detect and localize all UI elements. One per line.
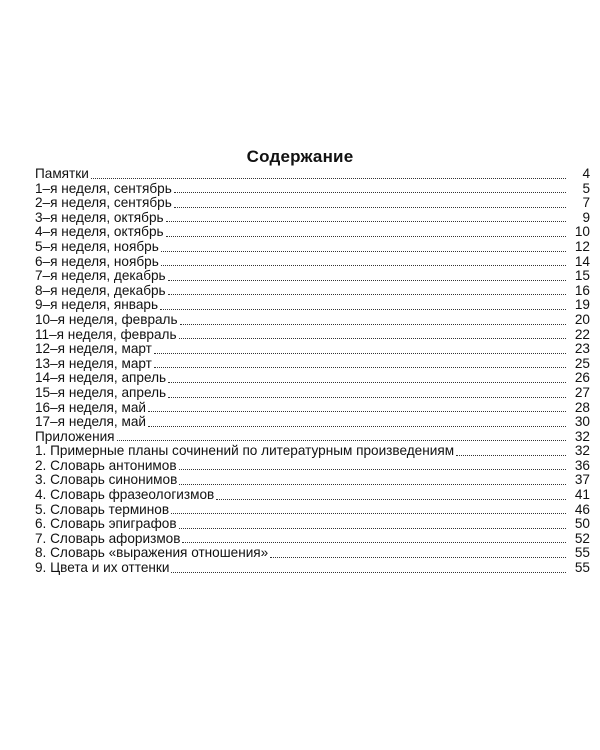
toc-dot-leader xyxy=(166,236,566,237)
toc-dot-leader xyxy=(270,557,566,558)
toc-entry xyxy=(35,430,590,445)
toc-entry-label: 7–я неделя, декабрь xyxy=(35,268,166,284)
toc-entry xyxy=(35,225,590,240)
toc-entry-label: 9–я неделя, январь xyxy=(35,297,159,313)
toc-entry-page-number: 50 xyxy=(574,516,590,532)
toc-entry-label: 7. Словарь афоризмов xyxy=(35,530,181,546)
toc-dot-leader xyxy=(148,411,566,412)
toc-entry-page-number: 20 xyxy=(574,311,590,327)
toc-entry-page-number: 4 xyxy=(582,166,590,181)
toc-title: Содержание xyxy=(246,147,354,166)
toc-entry-label: 8–я неделя, декабрь xyxy=(35,282,166,298)
toc-entry-page-number: 23 xyxy=(574,341,590,357)
toc-entry xyxy=(35,546,590,561)
toc-entry-label: 2. Словарь антонимов xyxy=(35,457,177,473)
toc-entry xyxy=(35,488,590,503)
toc-entry-label: 11–я неделя, февраль xyxy=(35,326,177,342)
toc-entry-page-number: 10 xyxy=(574,224,590,240)
toc-entry-label: 1. Примерные планы сочинений по литературным произведениям xyxy=(35,443,455,459)
toc-entry-page-number: 7 xyxy=(582,195,590,211)
toc-dot-leader xyxy=(179,528,566,529)
toc-dot-leader xyxy=(179,484,566,485)
toc-entry-page-number: 9 xyxy=(582,209,590,225)
toc-entry-label: 17–я неделя, май xyxy=(35,414,146,430)
toc-entry-page-number: 52 xyxy=(574,530,590,546)
toc-dot-leader xyxy=(160,309,566,310)
toc-entry xyxy=(35,240,590,255)
toc-entry-page-number: 26 xyxy=(574,370,590,386)
toc-entry-label: 2–я неделя, сентябрь xyxy=(35,195,172,211)
toc-entry-label: 4–я неделя, октябрь xyxy=(35,224,164,240)
toc-entry xyxy=(35,459,590,474)
toc-entry-page-number: 55 xyxy=(574,545,590,561)
toc-dot-leader xyxy=(168,397,566,398)
toc-entry xyxy=(35,357,590,372)
toc-entry-label: 1–я неделя, сентябрь xyxy=(35,180,172,196)
toc-dot-leader xyxy=(91,178,566,179)
toc-entry-label: 5–я неделя, ноябрь xyxy=(35,238,159,254)
toc-entry-label: 6. Словарь эпиграфов xyxy=(35,516,177,532)
toc-dot-leader xyxy=(148,426,566,427)
toc-entry-label: 4. Словарь фразеологизмов xyxy=(35,487,215,503)
toc-dot-leader xyxy=(166,221,566,222)
toc-dot-leader xyxy=(168,294,566,295)
toc-dot-leader xyxy=(154,353,566,354)
toc-entry xyxy=(35,444,590,459)
toc-entry-page-number: 32 xyxy=(574,428,590,444)
toc-entry-label: 3–я неделя, октябрь xyxy=(35,209,164,225)
toc-entry-page-number: 25 xyxy=(574,355,590,371)
toc-entry-label: 16–я неделя, май xyxy=(35,399,146,415)
toc-entry xyxy=(35,167,590,182)
toc-dot-leader xyxy=(182,542,566,543)
toc-dot-leader xyxy=(171,513,566,514)
toc-entry xyxy=(35,532,590,547)
toc-entry xyxy=(35,386,590,401)
toc-entry xyxy=(35,284,590,299)
toc-entry xyxy=(35,401,590,416)
toc-dot-leader xyxy=(168,382,566,383)
toc-entry-page-number: 5 xyxy=(582,180,590,196)
toc-dot-leader xyxy=(171,572,566,573)
toc-dot-leader xyxy=(174,192,566,193)
toc-entry xyxy=(35,371,590,386)
table-of-contents xyxy=(35,167,590,576)
toc-entry xyxy=(35,196,590,211)
toc-entry xyxy=(35,298,590,313)
toc-entry-page-number: 15 xyxy=(574,268,590,284)
toc-entry xyxy=(35,182,590,197)
toc-entry-page-number: 12 xyxy=(574,238,590,254)
toc-entry xyxy=(35,313,590,328)
toc-entry xyxy=(35,503,590,518)
toc-entry-label: 9. Цвета и их оттенки xyxy=(35,560,170,576)
toc-dot-leader xyxy=(216,499,566,500)
toc-entry-page-number: 46 xyxy=(574,501,590,517)
toc-dot-leader xyxy=(161,265,566,266)
toc-dot-leader xyxy=(180,324,566,325)
toc-entry-page-number: 16 xyxy=(574,282,590,298)
toc-entry-label: 13–я неделя, март xyxy=(35,355,152,371)
toc-dot-leader xyxy=(168,280,566,281)
toc-entry-label: 8. Словарь «выражения отношения» xyxy=(35,545,269,561)
toc-entry-page-number: 28 xyxy=(574,399,590,415)
toc-entry xyxy=(35,269,590,284)
toc-entry xyxy=(35,473,590,488)
toc-entry xyxy=(35,415,590,430)
toc-entry-label: 15–я неделя, апрель xyxy=(35,384,167,400)
toc-entry-page-number: 37 xyxy=(574,472,590,488)
toc-entry-label: Приложения xyxy=(35,428,115,444)
toc-entry xyxy=(35,342,590,357)
toc-entry xyxy=(35,561,590,576)
toc-dot-leader xyxy=(161,251,566,252)
toc-entry-label: Памятки xyxy=(35,166,89,181)
toc-dot-leader xyxy=(154,367,566,368)
toc-dot-leader xyxy=(117,440,566,441)
toc-entry-page-number: 32 xyxy=(574,443,590,459)
toc-entry-label: 3. Словарь синонимов xyxy=(35,472,178,488)
toc-entry-page-number: 14 xyxy=(574,253,590,269)
toc-entry xyxy=(35,517,590,532)
toc-entry xyxy=(35,255,590,270)
toc-entry-label: 6–я неделя, ноябрь xyxy=(35,253,159,269)
toc-dot-leader xyxy=(456,455,566,456)
toc-entry-page-number: 19 xyxy=(574,297,590,313)
toc-entry-page-number: 22 xyxy=(574,326,590,342)
toc-dot-leader xyxy=(179,469,566,470)
toc-entry-label: 10–я неделя, февраль xyxy=(35,311,178,327)
toc-entry-page-number: 41 xyxy=(574,487,590,503)
toc-entry-page-number: 55 xyxy=(574,560,590,576)
toc-entry-label: 12–я неделя, март xyxy=(35,341,152,357)
toc-entry xyxy=(35,328,590,343)
toc-entry-page-number: 30 xyxy=(574,414,590,430)
toc-entry-label: 14–я неделя, апрель xyxy=(35,370,167,386)
toc-entry-page-number: 36 xyxy=(574,457,590,473)
toc-entry-label: 5. Словарь терминов xyxy=(35,501,170,517)
toc-dot-leader xyxy=(179,338,566,339)
toc-entry-page-number: 27 xyxy=(574,384,590,400)
toc-entry xyxy=(35,211,590,226)
toc-dot-leader xyxy=(174,207,566,208)
